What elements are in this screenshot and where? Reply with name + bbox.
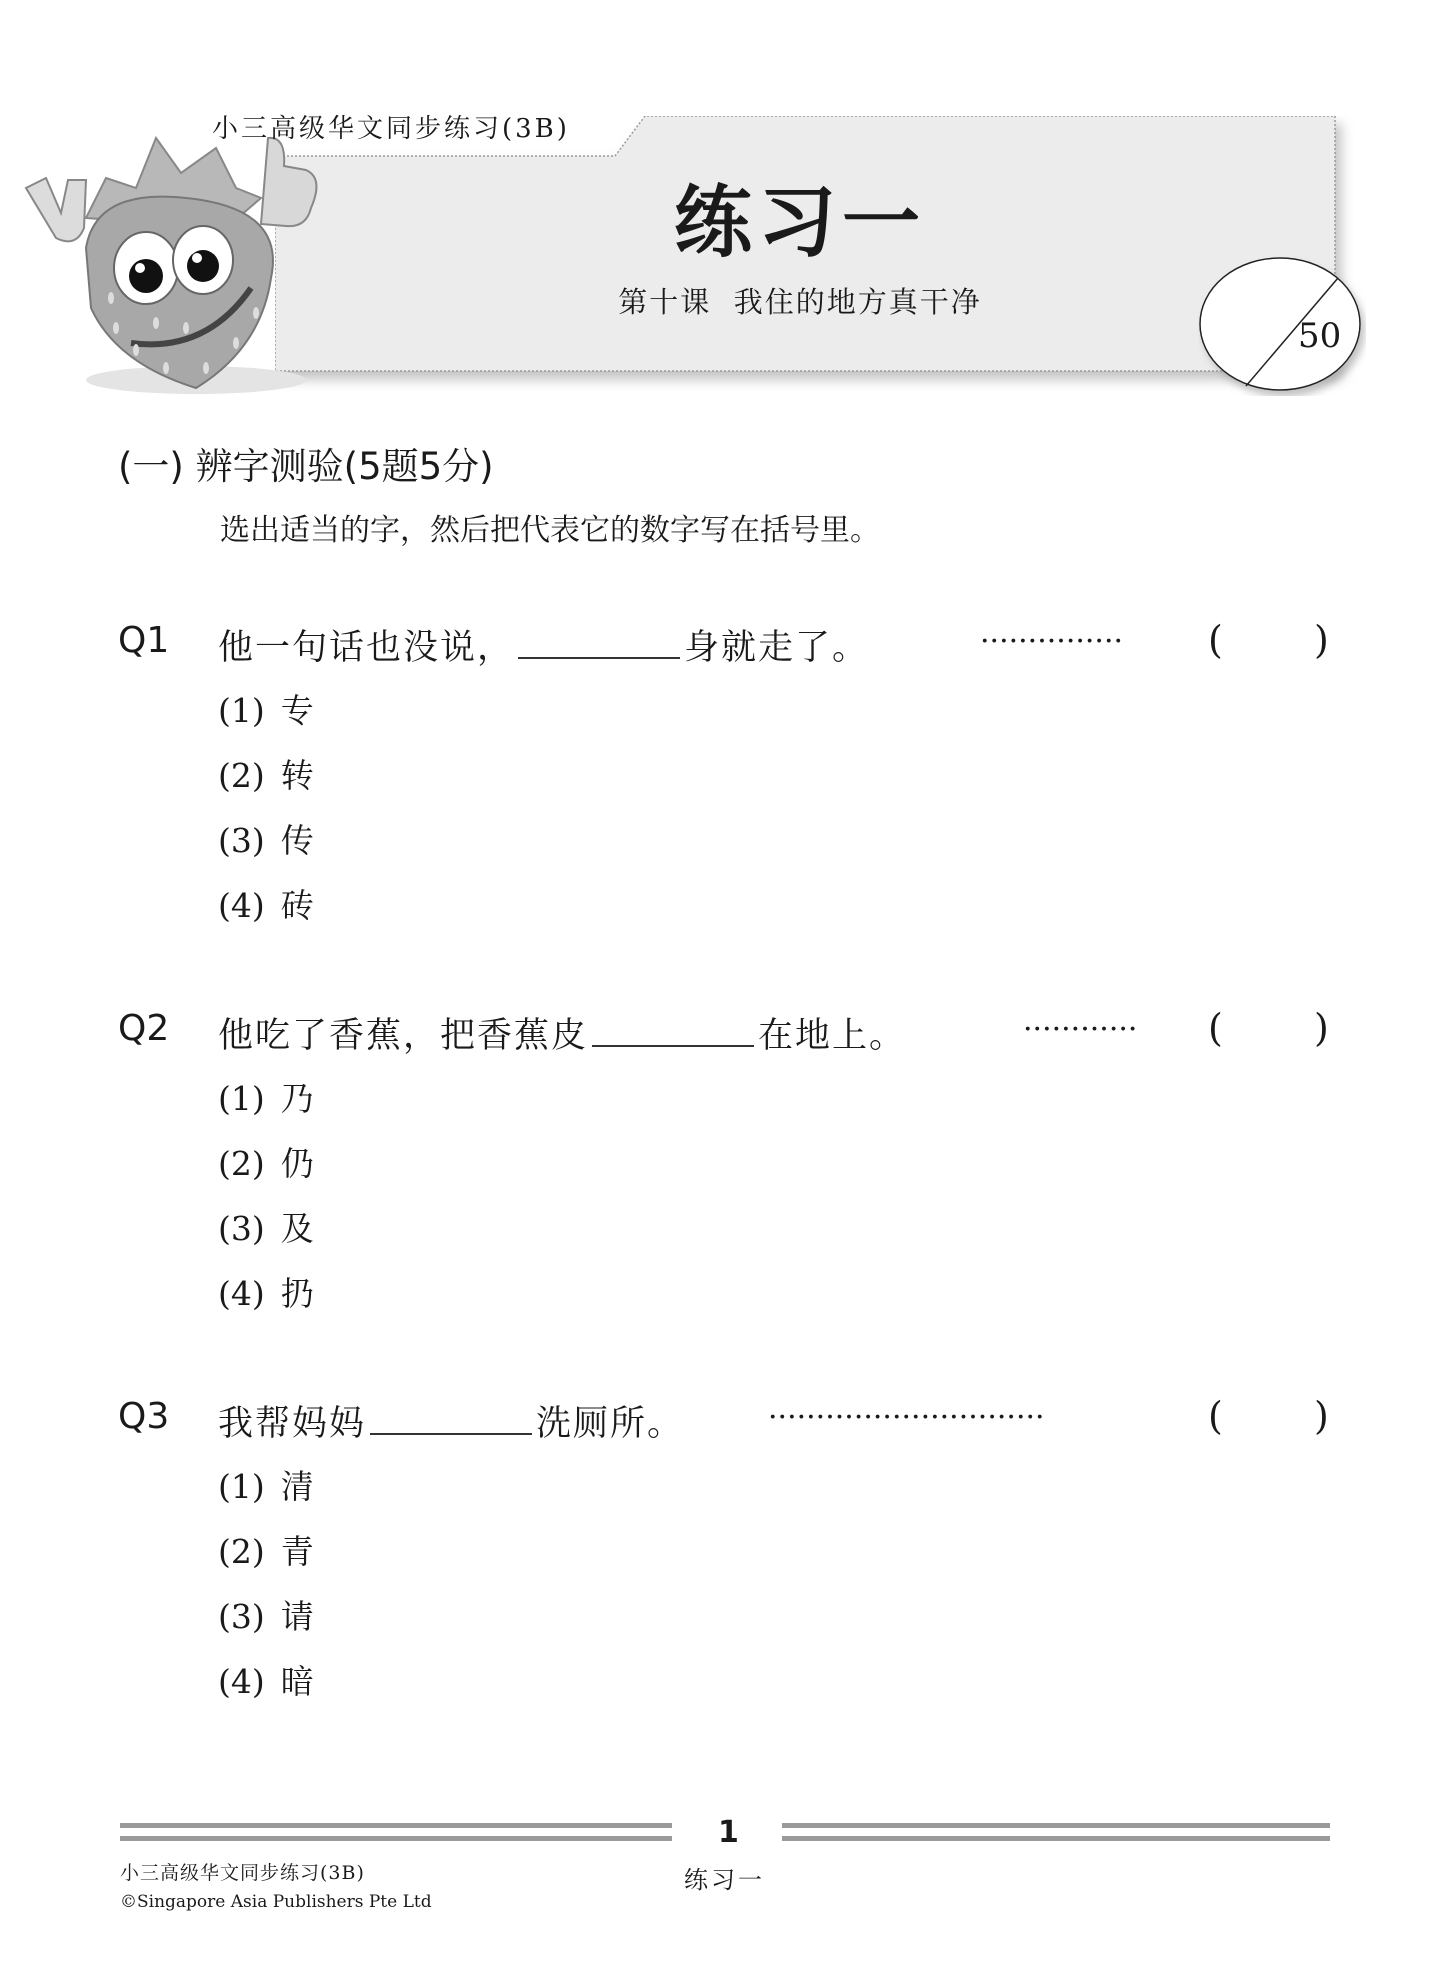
- question-3: [118, 1396, 1348, 1726]
- section-title: (一) 辨字测验(5题5分): [118, 445, 494, 488]
- lesson-subtitle: 第十课 我住的地方真干净: [618, 285, 982, 319]
- leader-dots: ·····························: [768, 1400, 1045, 1435]
- answer-box[interactable]: [1228, 1396, 1308, 1438]
- question-text: [218, 1008, 906, 1058]
- question-number: Q1: [118, 620, 170, 661]
- question-text-before: 他一句话也没说，: [218, 628, 515, 668]
- option-1: (1) 专: [218, 691, 314, 730]
- option-4: (4) 扔: [218, 1274, 314, 1313]
- answer-blank: [592, 1011, 754, 1047]
- option-4: (4) 暗: [218, 1662, 314, 1701]
- answer-paren-open: (: [1208, 1006, 1223, 1050]
- question-text-before: 他吃了香蕉，把香蕉皮: [218, 1016, 589, 1056]
- option-2: (2) 仍: [218, 1144, 314, 1183]
- footer-rule-left: [120, 1823, 672, 1841]
- answer-box[interactable]: [1228, 1008, 1308, 1050]
- answer-paren-close: ): [1314, 1006, 1329, 1050]
- question-number: Q2: [118, 1008, 170, 1049]
- page-number: 1: [718, 1815, 739, 1850]
- leader-dots: ···············: [980, 624, 1124, 659]
- question-text-after: 洗厕所。: [536, 1404, 685, 1444]
- footer-copyright: ©Singapore Asia Publishers Pte Ltd: [120, 1892, 432, 1912]
- option-3: (3) 传: [218, 821, 314, 860]
- option-2: (2) 转: [218, 756, 314, 795]
- question-text: [218, 620, 869, 670]
- option-1: (1) 乃: [218, 1079, 314, 1118]
- option-4: (4) 砖: [218, 886, 314, 925]
- answer-paren-close: ): [1314, 618, 1329, 662]
- section-instruction: 选出适当的字，然后把代表它的数字写在括号里。: [220, 513, 880, 548]
- answer-box[interactable]: [1228, 620, 1308, 662]
- exercise-title: 练习一: [673, 178, 926, 268]
- question-text-after: 身就走了。: [684, 628, 870, 668]
- question-text-before: 我帮妈妈: [218, 1404, 367, 1444]
- footer-series-label: 小三高级华文同步练习(3B): [120, 1862, 365, 1884]
- score-total: 50: [1298, 316, 1342, 356]
- footer-rule-right: [782, 1823, 1330, 1841]
- answer-paren-open: (: [1208, 618, 1223, 662]
- strawberry-mascot-icon: [6, 118, 326, 408]
- footer-exercise-label: 练习一: [684, 1866, 765, 1894]
- option-1: (1) 清: [218, 1467, 314, 1506]
- answer-blank: [518, 623, 680, 659]
- question-text: [218, 1396, 684, 1446]
- answer-paren-close: ): [1314, 1394, 1329, 1438]
- option-3: (3) 请: [218, 1597, 314, 1636]
- option-3: (3) 及: [218, 1209, 314, 1248]
- option-2: (2) 青: [218, 1532, 314, 1571]
- series-label: 小三高级华文同步练习(3B): [212, 114, 570, 144]
- question-number: Q3: [118, 1396, 170, 1437]
- leader-dots: ············: [1023, 1012, 1138, 1047]
- question-text-after: 在地上。: [758, 1016, 907, 1056]
- answer-paren-open: (: [1208, 1394, 1223, 1438]
- question-2: [118, 1008, 1348, 1338]
- question-1: [118, 620, 1348, 950]
- answer-blank: [370, 1399, 532, 1435]
